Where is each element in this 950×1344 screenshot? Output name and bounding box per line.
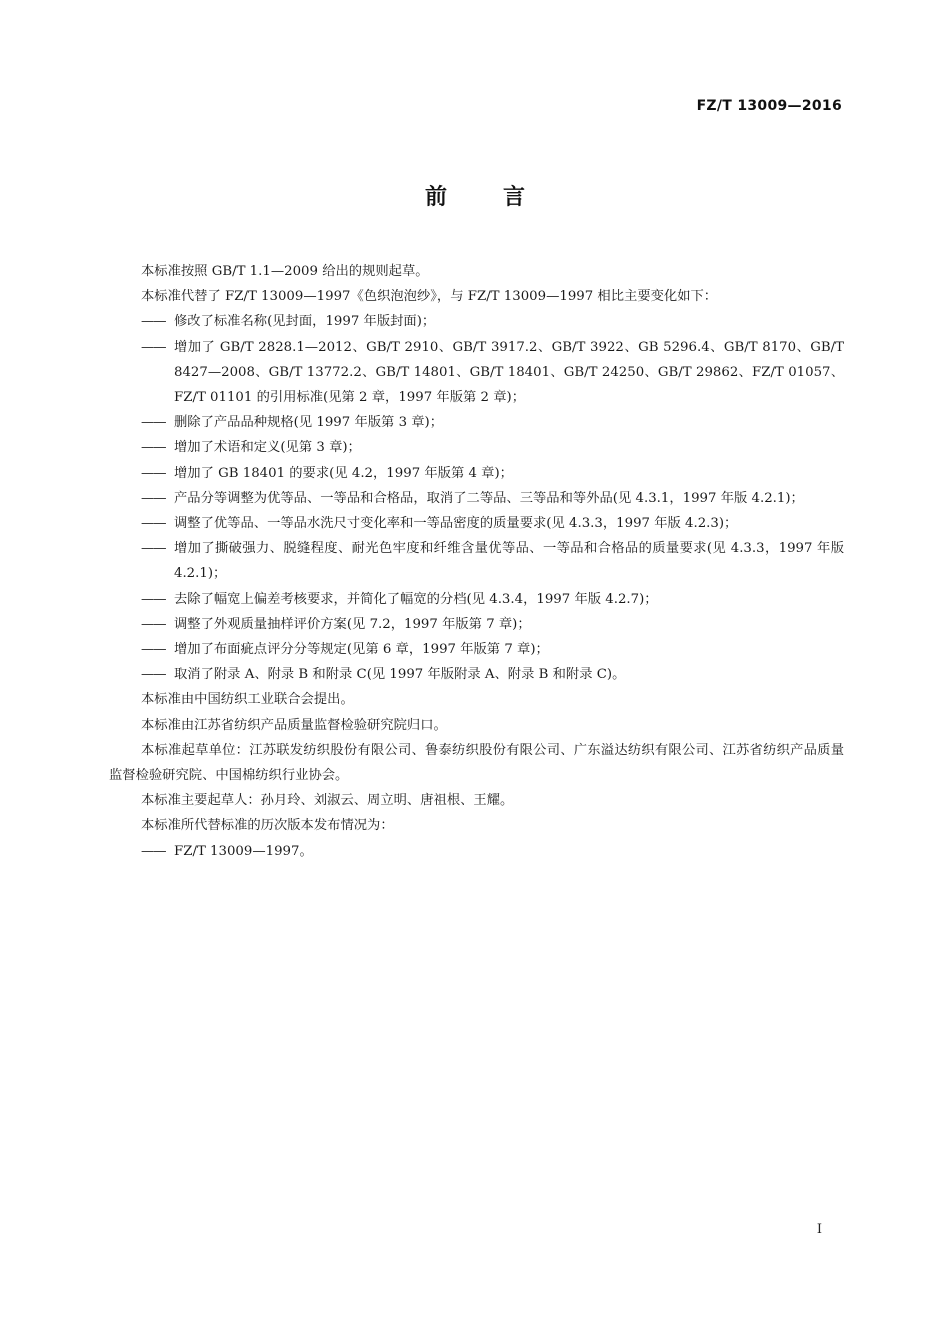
dash-marker: —— (141, 516, 166, 532)
history-item (109, 839, 844, 864)
change-item (109, 612, 844, 637)
dash-marker: —— (141, 415, 166, 431)
change-item-text: 产品分等调整为优等品、一等品和合格品，取消了二等品、三等品和等外品(见 4.3.1，1997 年版 4.2.1)； (174, 490, 804, 506)
change-item (109, 461, 844, 486)
page-number: I (816, 1222, 822, 1237)
change-item-text: 调整了优等品、一等品水洗尺寸变化率和一等品密度的质量要求(见 4.3.3，1997 年版 4.2.3)； (174, 516, 738, 532)
paragraph: 本标准起草单位：江苏联发纺织股份有限公司、鲁泰纺织股份有限公司、广东溢达纺织有限公司、江苏省纺织产品质量监督检验研究院、中国棉纺织行业协会。 (109, 742, 844, 784)
change-item (109, 335, 844, 411)
change-item (109, 486, 844, 511)
dash-marker: —— (141, 490, 166, 506)
change-item (109, 637, 844, 662)
dash-marker: —— (141, 843, 166, 859)
paragraph: 本标准主要起草人：孙月玲、刘淑云、周立明、唐祖根、王耀。 (141, 793, 514, 809)
change-item (109, 410, 844, 435)
change-item-text: 增加了术语和定义(见第 3 章)； (174, 440, 361, 456)
paragraph: 本标准由中国纺织工业联合会提出。 (141, 692, 354, 708)
paragraph: 本标准由江苏省纺织产品质量监督检验研究院归口。 (141, 717, 447, 733)
dash-marker: —— (141, 616, 166, 632)
change-item-text: 去除了幅宽上偏差考核要求，并简化了幅宽的分档(见 4.3.4，1997 年版 4.2.7)； (174, 591, 658, 607)
change-item (109, 662, 844, 687)
dash-marker: —— (141, 440, 166, 456)
page-title: 前言 (424, 185, 581, 210)
dash-marker: —— (141, 642, 166, 658)
dash-marker: —— (141, 339, 166, 355)
history-item-text: FZ/T 13009—1997。 (174, 843, 313, 859)
dash-marker: —— (141, 591, 166, 607)
doc-code: FZ/T 13009—2016 (696, 98, 842, 114)
change-item-text: 修改了标准名称(见封面，1997 年版封面)； (174, 314, 436, 330)
paragraph: 本标准按照 GB/T 1.1—2009 给出的规则起草。 (141, 264, 429, 279)
paragraph: 本标准所代替标准的历次版本发布情况为： (141, 818, 394, 834)
change-item-text: 增加了 GB/T 2828.1—2012、GB/T 2910、GB/T 3917.2、GB/T 3922、GB 5296.4、GB/T 8170、GB/T 8427—2008、GB/T 13772.2、GB/T 14801、GB/T 18401、GB/T 24250、GB/T 29862、FZ/T 01057、FZ/T 01101 的引用标准(见第 2 章，1997 年版第 2 章)； (174, 339, 844, 406)
paragraph: 本标准代替了 FZ/T 13009—1997《色织泡泡纱》，与 FZ/T 13009—1997 相比主要变化如下： (141, 289, 718, 305)
dash-marker: —— (141, 314, 166, 330)
change-item (109, 511, 844, 536)
dash-marker: —— (141, 667, 166, 683)
change-item-text: 增加了 GB 18401 的要求(见 4.2，1997 年版第 4 章)； (174, 465, 513, 481)
change-item-text: 删除了产品品种规格(见 1997 年版第 3 章)； (174, 415, 444, 431)
change-item-text: 取消了附录 A、附录 B 和附录 C(见 1997 年版附录 A、附录 B 和附录 C)。 (174, 667, 626, 683)
dash-marker: —— (141, 541, 166, 557)
change-item (109, 309, 844, 334)
change-item-text: 调整了外观质量抽样评价方案(见 7.2，1997 年版第 7 章)； (174, 616, 531, 632)
change-item (109, 587, 844, 612)
dash-marker: —— (141, 465, 166, 481)
change-item (109, 536, 844, 586)
change-item (109, 435, 844, 460)
change-item-text: 增加了布面疵点评分分等规定(见第 6 章，1997 年版第 7 章)； (174, 642, 549, 658)
change-item-text: 增加了撕破强力、脱缝程度、耐光色牢度和纤维含量优等品、一等品和合格品的质量要求(见 4.3.3，1997 年版 4.2.1)； (174, 541, 844, 582)
document-body (109, 259, 844, 864)
